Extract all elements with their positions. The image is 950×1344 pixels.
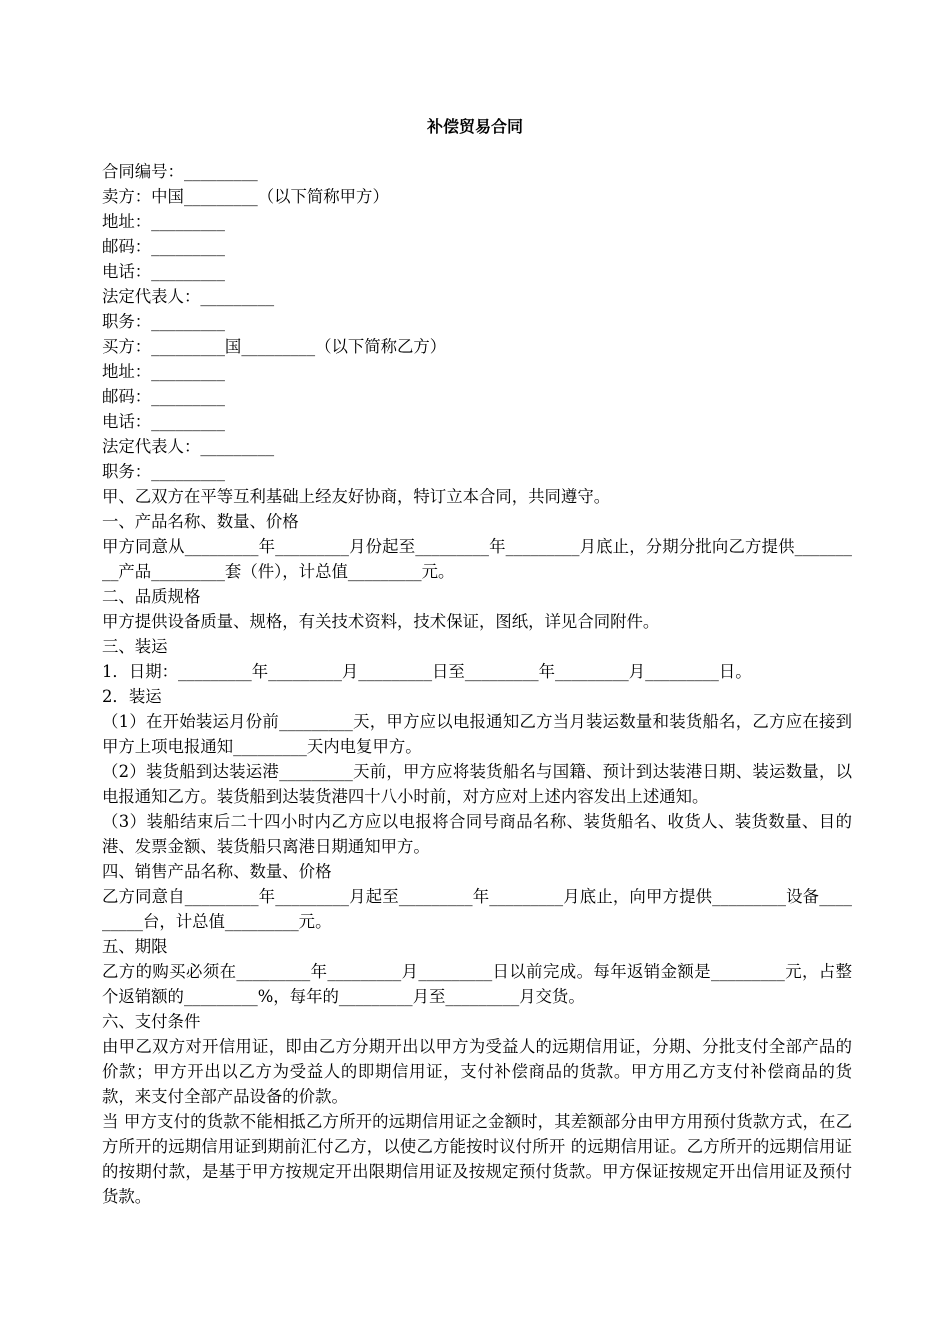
section-heading: 六、支付条件 (102, 1012, 201, 1031)
preamble-line: 甲、乙双方在平等互利基础上经友好协商，特订立本合同，共同遵守。 (102, 487, 611, 506)
buyer-line: 买方：_________国_________（以下简称乙方） (102, 337, 447, 356)
section-heading: 三、装运 (102, 637, 168, 656)
buyer-legal-rep-line: 法定代表人：_________ (102, 437, 275, 456)
paragraph: 2．装运 (102, 687, 162, 706)
seller-address-line: 地址：_________ (102, 212, 225, 231)
contract-number-line: 合同编号：_________ (102, 162, 258, 181)
buyer-postcode-line: 邮码：_________ (102, 387, 225, 406)
section-heading: 四、销售产品名称、数量、价格 (102, 862, 332, 881)
contract-title: 补偿贸易合同 (426, 117, 523, 136)
paragraph: （1）在开始装运月份前_________天，甲方应以电报通知乙方当月装运数量和装货船名，乙方应在接到甲方上项电报通知_________天内电复甲方。 (102, 712, 852, 756)
buyer-position-line: 职务：_________ (102, 462, 225, 481)
paragraph: 甲方同意从_________年_________月份起至_________年_________月底止，分期分批向乙方提供_________产品_________套（件），计总值_________元。 (102, 537, 852, 581)
buyer-phone-line: 电话：_________ (102, 412, 225, 431)
section-heading: 二、品质规格 (102, 587, 201, 606)
section-heading: 一、产品名称、数量、价格 (102, 512, 299, 531)
paragraph: （3）装船结束后二十四小时内乙方应以电报将合同号商品名称、装货船名、收货人、装货数量、目的港、发票金额、装货船只离港日期通知甲方。 (102, 812, 852, 856)
buyer-address-line: 地址：_________ (102, 362, 225, 381)
paragraph: 由甲乙双方对开信用证，即由乙方分期开出以甲方为受益人的远期信用证，分期、分批支付全部产品的价款；甲方开出以乙方为受益人的即期信用证，支付补偿商品的货款。甲方用乙方支付补偿商品的货款，来支付全部产品设备的价款。 (102, 1037, 852, 1106)
seller-legal-rep-line: 法定代表人：_________ (102, 287, 275, 306)
paragraph: 当 甲方支付的货款不能相抵乙方所开的远期信用证之金额时，其差额部分由甲方用预付货款方式，在乙方所开的远期信用证到期前汇付乙方，以使乙方能按时议付所开 的远期信用证。乙方所开的远期信用证的按期付款，是基于甲方按规定开出限期信用证及按规定预付货款。甲方保证按规定开出信用证及预付货款。 (102, 1112, 852, 1206)
section-heading: 五、期限 (102, 937, 168, 956)
seller-phone-line: 电话：_________ (102, 262, 225, 281)
seller-position-line: 职务：_________ (102, 312, 225, 331)
paragraph: 乙方同意自_________年_________月起至_________年_________月底止，向甲方提供_________设备_________台，计总值_________元。 (102, 887, 852, 931)
seller-postcode-line: 邮码：_________ (102, 237, 225, 256)
contract-body (102, 159, 852, 1209)
paragraph: 甲方提供设备质量、规格，有关技术资料，技术保证，图纸，详见合同附件。 (102, 612, 660, 631)
seller-line: 卖方：中国_________（以下简称甲方） (102, 187, 389, 206)
paragraph: （2）装货船到达装运港_________天前，甲方应将装货船名与国籍、预计到达装港日期、装运数量，以电报通知乙方。装货船到达装货港四十八小时前，对方应对上述内容发出上述通知。 (102, 762, 852, 806)
paragraph: 乙方的购买必须在_________年_________月_________日以前完成。每年返销金额是_________元，占整个返销额的_________%，每年的_________月至_________月交货。 (102, 962, 852, 1006)
paragraph: 1．日期：_________年_________月_________日至_________年_________月_________日。 (102, 662, 752, 681)
